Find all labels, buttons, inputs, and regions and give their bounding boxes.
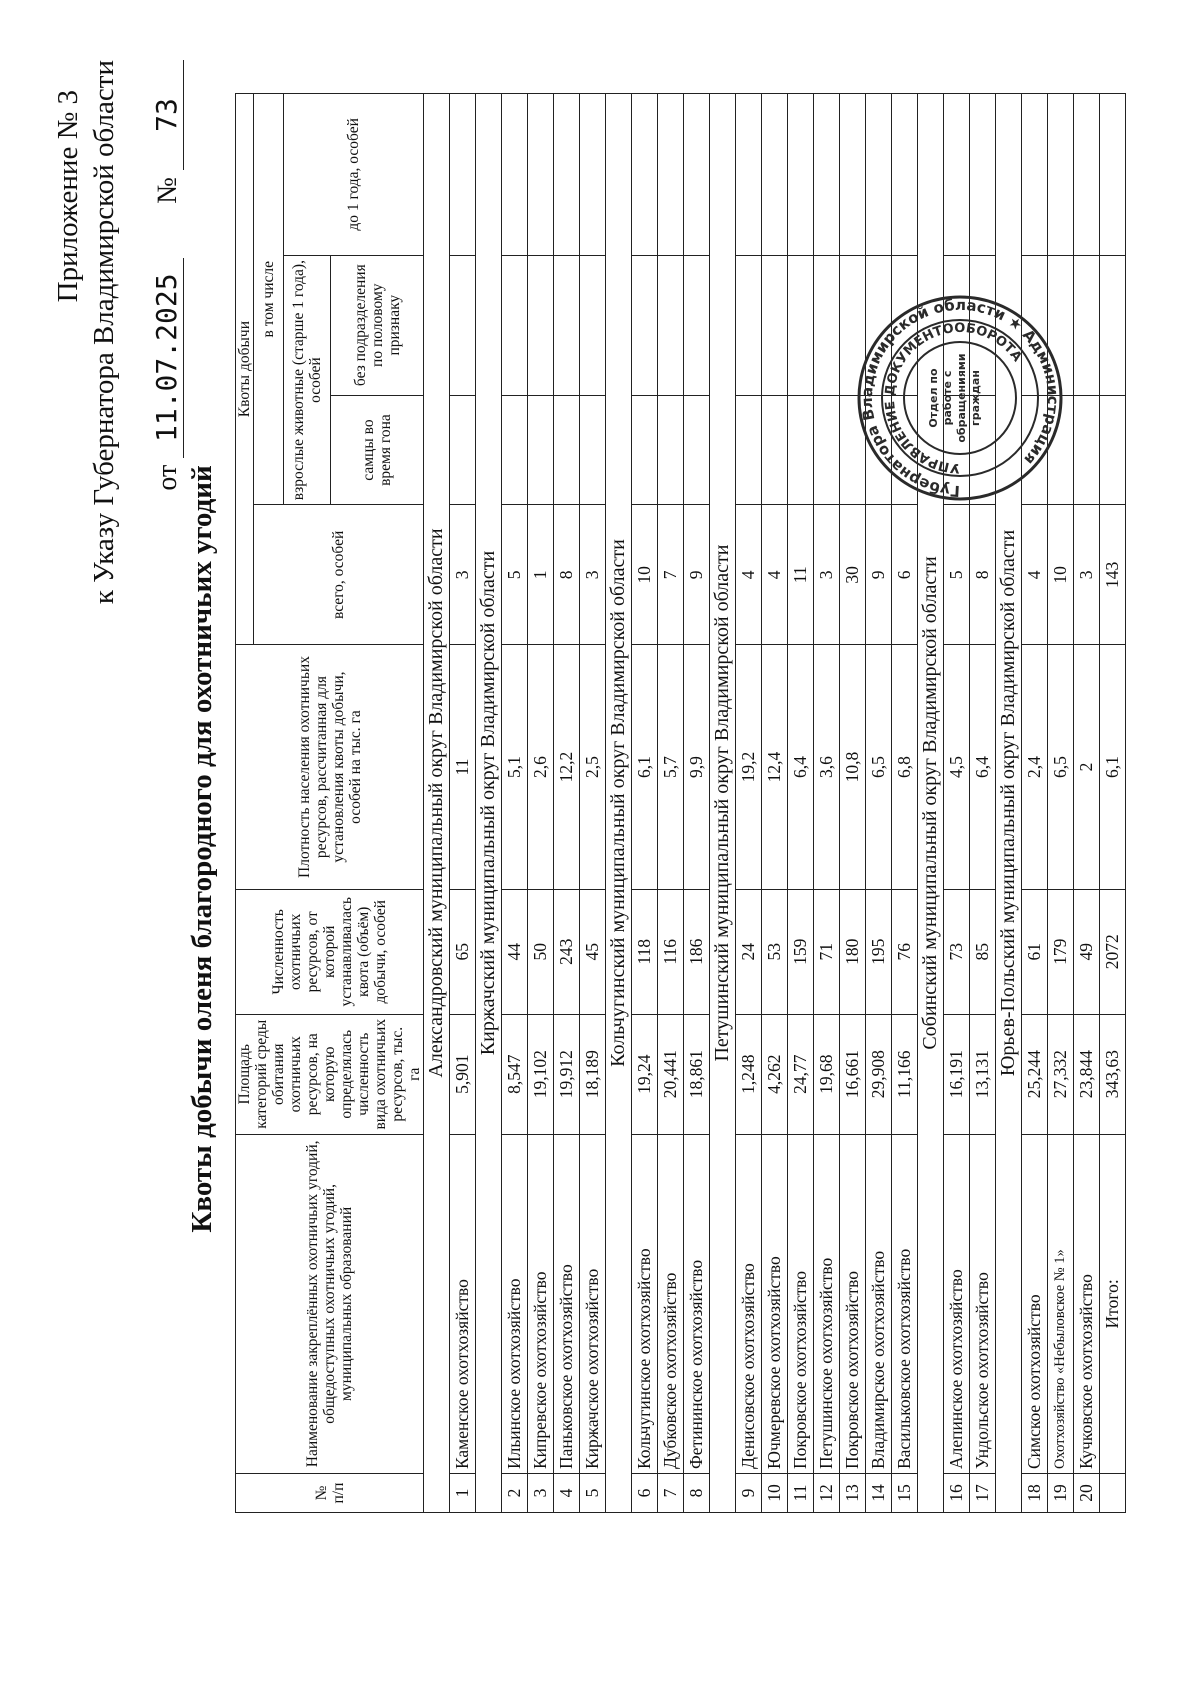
group-row	[710, 94, 736, 1513]
quota-males-rut-value	[762, 395, 788, 505]
population-value: 44	[502, 889, 528, 1014]
quota-young-value	[580, 94, 606, 256]
table-row	[1074, 94, 1100, 1513]
table-row	[736, 94, 762, 1513]
area-value: 1,248	[736, 1014, 762, 1134]
quota-no-sex-value	[658, 255, 684, 395]
svg-text:Губернатора Владимирской облас: Губернатора Владимирской области ★ Администрация	[857, 295, 1063, 501]
area-value: 19,912	[554, 1014, 580, 1134]
group-row	[424, 94, 450, 1513]
hunting-ground-name: Владимирское охотхозяйство	[866, 1134, 892, 1473]
quota-young-value	[970, 94, 996, 256]
col-no-sex: без подразделения по половому признаку	[331, 255, 424, 395]
row-number: 8	[684, 1474, 710, 1513]
quota-total-value: 7	[658, 505, 684, 645]
area-value: 4,262	[762, 1014, 788, 1134]
total-population: 2072	[1100, 889, 1126, 1014]
quota-total-value: 3	[450, 505, 476, 645]
group-title: Юрьев-Польский муниципальный округ Владимирской области	[996, 94, 1022, 1513]
quota-total-value: 6	[892, 505, 918, 645]
quota-total-value: 5	[944, 505, 970, 645]
total-density: 6,1	[1100, 645, 1126, 890]
density-value: 6,5	[1048, 645, 1074, 890]
table-row	[580, 94, 606, 1513]
density-value: 6,4	[788, 645, 814, 890]
col-density: Плотность населения охотничьих ресурсов, рассчитанная для установления квоты добычи, особей на тыс. га	[236, 645, 424, 890]
density-value: 5,1	[502, 645, 528, 890]
row-number: 6	[632, 1474, 658, 1513]
hunting-ground-name: Паньковское охотхозяйство	[554, 1134, 580, 1473]
group-row	[606, 94, 632, 1513]
quota-no-sex-value	[684, 255, 710, 395]
group-title: Петушинский муниципальный округ Владимирской области	[710, 94, 736, 1513]
population-value: 73	[944, 889, 970, 1014]
density-value: 2	[1074, 645, 1100, 890]
quota-young-value	[528, 94, 554, 256]
quota-young-value	[502, 94, 528, 256]
quota-total-value: 1	[528, 505, 554, 645]
hunting-ground-name: Кучковское охотхозяйство	[1074, 1134, 1100, 1473]
population-value: 24	[736, 889, 762, 1014]
quota-young-value	[892, 94, 918, 256]
quota-no-sex-value	[554, 255, 580, 395]
hunting-ground-name: Ючмеревское охотхозяйство	[762, 1134, 788, 1473]
table-row	[684, 94, 710, 1513]
official-stamp-seal: Губернатора Владимирской области ★ Администрация УПРАВЛЕНИЕ ДОКУМЕНТООБОРОТА Отдел по работе с обращениями граждан	[857, 295, 1063, 501]
quota-young-value	[554, 94, 580, 256]
row-number: 20	[1074, 1474, 1100, 1513]
area-value: 29,908	[866, 1014, 892, 1134]
density-value: 10,8	[840, 645, 866, 890]
hunting-ground-name: Васильковское охотхозяйство	[892, 1134, 918, 1473]
quota-total-value: 3	[814, 505, 840, 645]
decree-number: 73	[150, 60, 184, 170]
population-value: 71	[814, 889, 840, 1014]
quota-young-value	[944, 94, 970, 256]
row-number: 7	[658, 1474, 684, 1513]
population-value: 76	[892, 889, 918, 1014]
group-title: Кольчугинский муниципальный округ Владимирской области	[606, 94, 632, 1513]
table-row	[632, 94, 658, 1513]
area-value: 18,861	[684, 1014, 710, 1134]
col-name: Наименование закреплённых охотничьих угодий, общедоступных охотничьих угодий, муниципальных образований	[236, 1134, 424, 1473]
density-value: 12,2	[554, 645, 580, 890]
population-value: 118	[632, 889, 658, 1014]
quota-total-value: 3	[1074, 505, 1100, 645]
col-total: всего, особей	[254, 505, 424, 645]
row-number: 12	[814, 1474, 840, 1513]
row-number: 17	[970, 1474, 996, 1513]
col-young: до 1 года, особей	[284, 94, 424, 256]
quota-total-value: 8	[970, 505, 996, 645]
appendix-label: Приложение № 3	[52, 90, 84, 303]
quota-young-value	[840, 94, 866, 256]
quota-young-value	[1074, 94, 1100, 256]
decree-label: к Указу Губернатора Владимирской области	[88, 60, 120, 605]
quota-total-value: 30	[840, 505, 866, 645]
density-value: 4,5	[944, 645, 970, 890]
quota-young-value	[1022, 94, 1048, 256]
population-value: 179	[1048, 889, 1074, 1014]
density-value: 19,2	[736, 645, 762, 890]
density-value: 6,8	[892, 645, 918, 890]
quota-young-value	[450, 94, 476, 256]
row-number: 2	[502, 1474, 528, 1513]
hunting-ground-name: Покровское охотхозяйство	[840, 1134, 866, 1473]
quota-males-rut-value	[450, 395, 476, 505]
density-value: 12,4	[762, 645, 788, 890]
quota-males-rut-value	[502, 395, 528, 505]
quota-no-sex-value	[450, 255, 476, 395]
document-title: Квоты добычи оленя благородного для охотничьих угодий	[186, 465, 218, 1233]
hunting-ground-name: Симское охотхозяйство	[1022, 1134, 1048, 1473]
area-value: 13,131	[970, 1014, 996, 1134]
hunting-ground-name: Ундольское охотхозяйство	[970, 1134, 996, 1473]
population-value: 85	[970, 889, 996, 1014]
quota-no-sex-value	[528, 255, 554, 395]
col-males-rut: самцы во время гона	[331, 395, 424, 505]
quota-total-value: 8	[554, 505, 580, 645]
hunting-ground-name: Кольчугинское охотхозяйство	[632, 1134, 658, 1473]
quota-total-value: 10	[632, 505, 658, 645]
quota-total-value: 3	[580, 505, 606, 645]
quota-males-rut-value	[528, 395, 554, 505]
col-incl: в том числе	[254, 94, 284, 505]
row-number: 16	[944, 1474, 970, 1513]
table-header	[236, 94, 424, 1513]
row-number: 1	[450, 1474, 476, 1513]
row-number: 13	[840, 1474, 866, 1513]
quota-no-sex-value	[502, 255, 528, 395]
area-value: 8,547	[502, 1014, 528, 1134]
population-value: 243	[554, 889, 580, 1014]
quota-no-sex-value	[580, 255, 606, 395]
col-area: Площадь категорий среды обитания охотничьих ресурсов, на которую определялась численность вида охотничьих ресурсов, тыс. га	[236, 1014, 424, 1134]
quota-total-value: 9	[866, 505, 892, 645]
table-row	[450, 94, 476, 1513]
row-number: 15	[892, 1474, 918, 1513]
area-value: 19,24	[632, 1014, 658, 1134]
group-row	[476, 94, 502, 1513]
hunting-ground-name: Петушинское охотхозяйство	[814, 1134, 840, 1473]
row-number: 4	[554, 1474, 580, 1513]
row-number: 18	[1022, 1474, 1048, 1513]
quota-males-rut-value	[814, 395, 840, 505]
group-title: Собинский муниципальный округ Владимирской области	[918, 94, 944, 1513]
table-row	[502, 94, 528, 1513]
area-value: 11,166	[892, 1014, 918, 1134]
density-value: 9,9	[684, 645, 710, 890]
quota-total-value: 11	[788, 505, 814, 645]
quota-young-value	[632, 94, 658, 256]
quota-total-value: 4	[762, 505, 788, 645]
quota-no-sex-value	[762, 255, 788, 395]
population-value: 53	[762, 889, 788, 1014]
population-value: 159	[788, 889, 814, 1014]
total-males-rut	[1100, 395, 1126, 505]
density-value: 6,1	[632, 645, 658, 890]
area-value: 23,844	[1074, 1014, 1100, 1134]
quota-total-value: 5	[502, 505, 528, 645]
density-value: 5,7	[658, 645, 684, 890]
quota-total-value: 9	[684, 505, 710, 645]
col-quota: Квоты добычи	[236, 94, 254, 645]
area-value: 25,244	[1022, 1014, 1048, 1134]
density-value: 2,5	[580, 645, 606, 890]
population-value: 186	[684, 889, 710, 1014]
area-value: 20,441	[658, 1014, 684, 1134]
table-row	[762, 94, 788, 1513]
quota-total-value: 4	[1022, 505, 1048, 645]
row-number: 3	[528, 1474, 554, 1513]
density-value: 6,4	[970, 645, 996, 890]
area-value: 24,77	[788, 1014, 814, 1134]
quota-males-rut-value	[684, 395, 710, 505]
quota-males-rut-value	[736, 395, 762, 505]
quota-males-rut-value	[658, 395, 684, 505]
table-row	[658, 94, 684, 1513]
col-population: Численность охотничьих ресурсов, от которой устанавливалась квота (объём) добычи, особей	[236, 889, 424, 1014]
quota-young-value	[788, 94, 814, 256]
quota-young-value	[814, 94, 840, 256]
row-number: 11	[788, 1474, 814, 1513]
row-number	[1100, 1474, 1126, 1513]
col-num: № п/п	[236, 1474, 424, 1513]
total-no-sex	[1100, 255, 1126, 395]
total-area: 343,63	[1100, 1014, 1126, 1134]
hunting-ground-name: Дубковское охотхозяйство	[658, 1134, 684, 1473]
quota-no-sex-value	[814, 255, 840, 395]
col-adult: взрослые животные (старше 1 года), особей	[284, 255, 331, 505]
quota-no-sex-value	[1074, 255, 1100, 395]
hunting-ground-name: Покровское охотхозяйство	[788, 1134, 814, 1473]
density-value: 11	[450, 645, 476, 890]
row-number: 10	[762, 1474, 788, 1513]
area-value: 16,191	[944, 1014, 970, 1134]
decree-date: 11.07.2025	[150, 258, 184, 458]
quota-young-value	[736, 94, 762, 256]
table-row	[788, 94, 814, 1513]
population-value: 45	[580, 889, 606, 1014]
hunting-ground-name: Фетининское охотхозяйство	[684, 1134, 710, 1473]
hunting-ground-name: Алепинское охотхозяйство	[944, 1134, 970, 1473]
hunting-ground-name: Ильинское охотхозяйство	[502, 1134, 528, 1473]
quota-young-value	[866, 94, 892, 256]
quota-young-value	[1048, 94, 1074, 256]
population-value: 180	[840, 889, 866, 1014]
svg-text:УПРАВЛЕНИЕ ДОКУМЕНТООБОРОТА: УПРАВЛЕНИЕ ДОКУМЕНТООБОРОТА	[882, 320, 1025, 476]
total-label: Итого:	[1100, 1134, 1126, 1473]
area-value: 18,189	[580, 1014, 606, 1134]
quota-males-rut-value	[788, 395, 814, 505]
row-number: 19	[1048, 1474, 1074, 1513]
quota-total-value: 4	[736, 505, 762, 645]
quota-no-sex-value	[788, 255, 814, 395]
hunting-ground-name: Каменское охотхозяйство	[450, 1134, 476, 1473]
quota-males-rut-value	[580, 395, 606, 505]
hunting-ground-name: Денисовское охотхозяйство	[736, 1134, 762, 1473]
total-row	[1100, 94, 1126, 1513]
area-value: 27,332	[1048, 1014, 1074, 1134]
table-row	[814, 94, 840, 1513]
quota-total-value: 10	[1048, 505, 1074, 645]
total-quota: 143	[1100, 505, 1126, 645]
hunting-ground-name: Киржачское охотхозяйство	[580, 1134, 606, 1473]
quota-males-rut-value	[632, 395, 658, 505]
hunting-ground-name: Кипревское охотхозяйство	[528, 1134, 554, 1473]
density-value: 2,6	[528, 645, 554, 890]
table-row	[554, 94, 580, 1513]
group-title: Александровский муниципальный округ Владимирской области	[424, 94, 450, 1513]
population-value: 61	[1022, 889, 1048, 1014]
table-row	[528, 94, 554, 1513]
quota-males-rut-value	[1074, 395, 1100, 505]
population-value: 49	[1074, 889, 1100, 1014]
quota-young-value	[684, 94, 710, 256]
quota-young-value	[658, 94, 684, 256]
row-number: 5	[580, 1474, 606, 1513]
date-prefix: от	[152, 464, 183, 491]
group-title: Киржачский муниципальный округ Владимирской области	[476, 94, 502, 1513]
area-value: 16,661	[840, 1014, 866, 1134]
density-value: 2,4	[1022, 645, 1048, 890]
density-value: 3,6	[814, 645, 840, 890]
population-value: 195	[866, 889, 892, 1014]
area-value: 19,102	[528, 1014, 554, 1134]
population-value: 116	[658, 889, 684, 1014]
density-value: 6,5	[866, 645, 892, 890]
quota-young-value	[762, 94, 788, 256]
date-line	[150, 60, 184, 491]
number-prefix: №	[152, 177, 183, 204]
population-value: 50	[528, 889, 554, 1014]
quota-males-rut-value	[554, 395, 580, 505]
quota-no-sex-value	[632, 255, 658, 395]
row-number: 14	[866, 1474, 892, 1513]
area-value: 5,901	[450, 1014, 476, 1134]
total-young	[1100, 94, 1126, 256]
area-value: 19,68	[814, 1014, 840, 1134]
quota-no-sex-value	[736, 255, 762, 395]
population-value: 65	[450, 889, 476, 1014]
row-number: 9	[736, 1474, 762, 1513]
hunting-ground-name: Охотхозяйство «Небыловское № 1»	[1048, 1134, 1074, 1473]
